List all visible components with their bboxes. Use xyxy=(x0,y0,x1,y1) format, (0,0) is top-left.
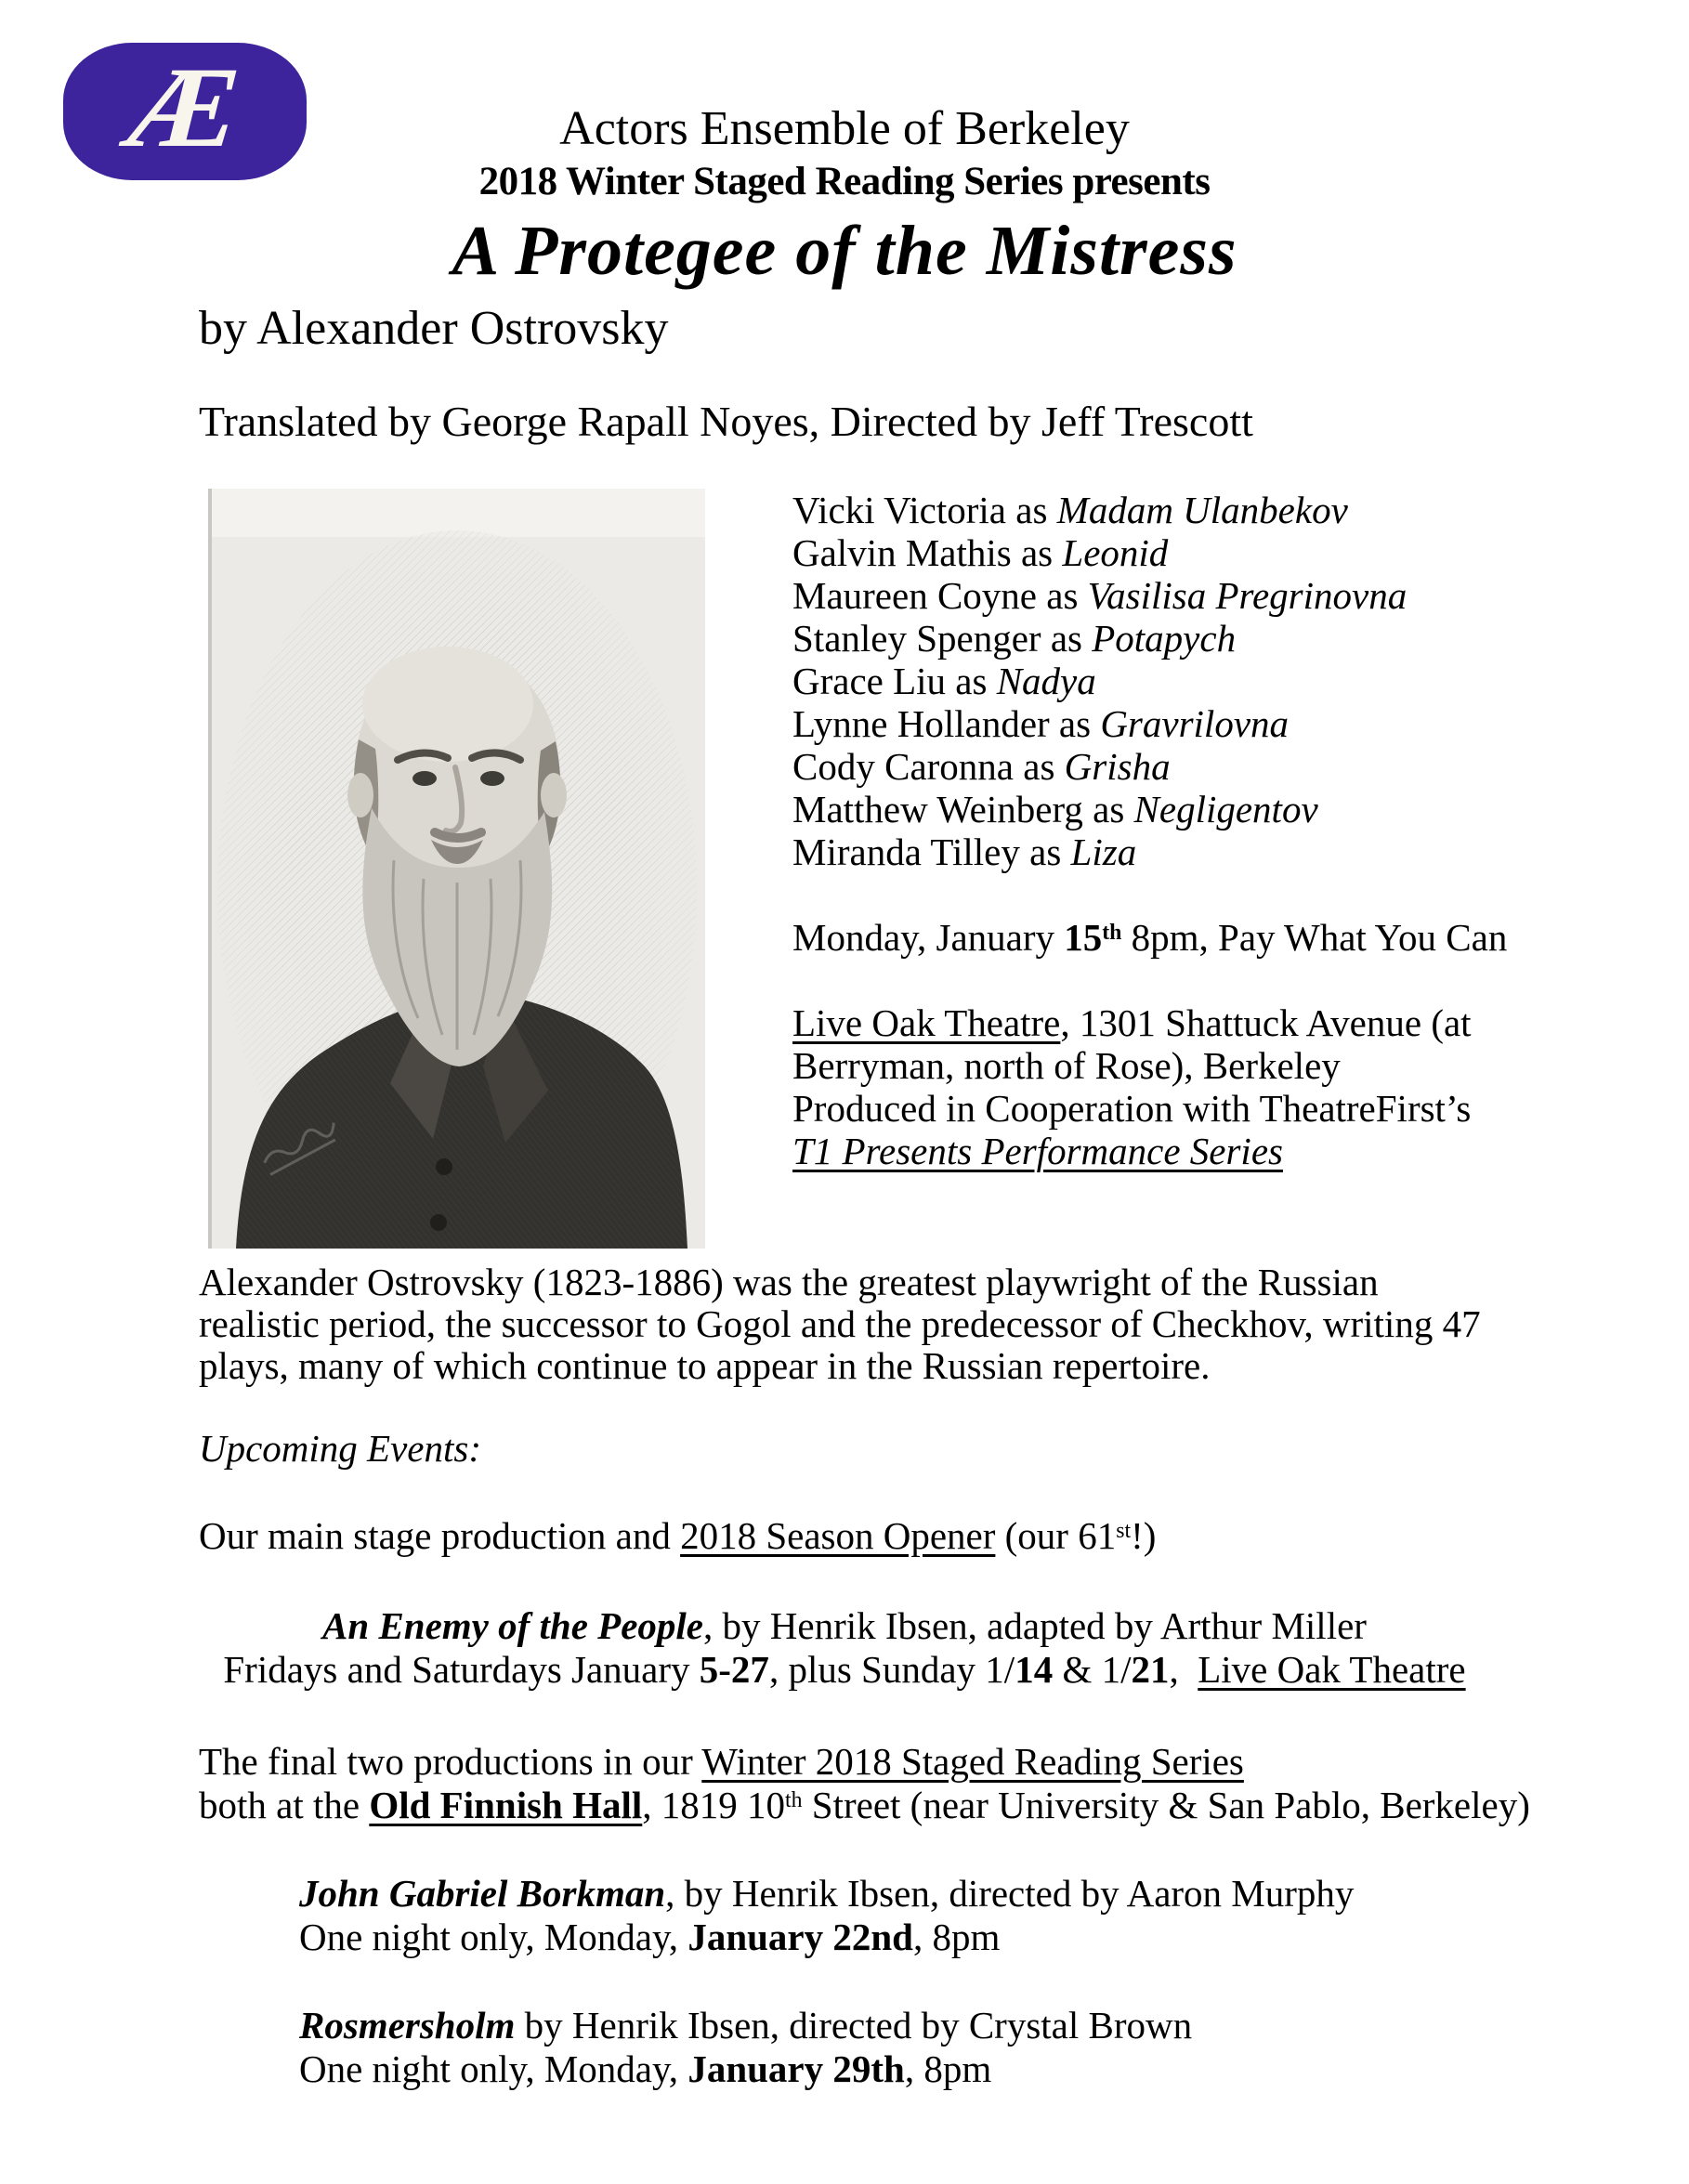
enemy-schedule-line: Fridays and Saturdays January 5-27, plus Sunday 1/14 & 1/21, Live Oak Theatre xyxy=(223,1647,1466,1691)
venue-address-line: Berryman, north of Rose), Berkeley xyxy=(792,1043,1341,1087)
enemy-of-the-people-block xyxy=(0,1604,1689,1692)
season-opener-link: 2018 Season Opener xyxy=(680,1513,996,1557)
cast-list xyxy=(792,489,1507,873)
cast-line: Galvin Mathis as Leonid xyxy=(792,530,1169,574)
old-finnish-hall-link: Old Finnish Hall xyxy=(369,1783,643,1826)
winter-series-link: Winter 2018 Staged Reading Series xyxy=(701,1739,1244,1783)
rosmersholm-block xyxy=(299,2004,1689,2091)
translator-director-credits: Translated by George Rapall Noyes, Directed by Jeff Trescott xyxy=(199,397,1253,445)
cast-line: Maureen Coyne as Vasilisa Pregrinovna xyxy=(792,573,1408,617)
coproduction-line: Produced in Cooperation with TheatreFirst’s xyxy=(792,1086,1472,1130)
ae-ligature-icon: Æ xyxy=(125,44,244,171)
final-productions-line: The final two productions in our Winter 2018 Staged Reading Series xyxy=(199,1739,1244,1783)
final-productions-block xyxy=(199,1740,1689,1827)
organization-name: Actors Ensemble of Berkeley xyxy=(559,102,1130,155)
cast-line: Miranda Tilley as Liza xyxy=(792,830,1137,873)
borkman-block xyxy=(299,1872,1689,1959)
season-opener-line: Our main stage production and 2018 Season Opener (our 61st!) xyxy=(199,1513,1157,1557)
t1-series-link: T1 Presents Performance Series xyxy=(792,1129,1283,1172)
performance-date-line: Monday, January 15th 8pm, Pay What You Can xyxy=(792,915,1508,959)
venue-block xyxy=(792,1001,1507,1172)
cast-line: Cody Caronna as Grisha xyxy=(792,744,1171,788)
cast-and-venue-column xyxy=(792,489,1507,1172)
borkman-date-line: One night only, Monday, January 22nd, 8pm xyxy=(299,1915,1001,1958)
borkman-title-line: John Gabriel Borkman, by Henrik Ibsen, directed by Aaron Murphy xyxy=(299,1871,1355,1915)
old-finnish-hall-line: both at the Old Finnish Hall, 1819 10th Street (near University & San Pablo, Berkeley) xyxy=(199,1783,1530,1826)
upcoming-events-heading: Upcoming Events: xyxy=(199,1426,481,1470)
cast-line: Grace Liu as Nadya xyxy=(792,659,1096,702)
series-presents-line: 2018 Winter Staged Reading Series presents xyxy=(478,160,1211,204)
portrait-and-cast-row xyxy=(208,489,1689,1249)
cast-line: Lynne Hollander as Gravrilovna xyxy=(792,701,1290,745)
rosmersholm-title-line: Rosmersholm by Henrik Ibsen, directed by Crystal Brown xyxy=(299,2003,1193,2047)
rosmersholm-date-line: One night only, Monday, January 29th, 8pm xyxy=(299,2047,992,2090)
play-title: A Protegee of the Mistress xyxy=(452,212,1237,291)
ostrovsky-portrait xyxy=(208,489,705,1249)
live-oak-theatre-link: Live Oak Theatre xyxy=(792,1000,1061,1044)
cast-line: Matthew Weinberg as Negligentov xyxy=(792,787,1318,830)
live-oak-theatre-link: Live Oak Theatre xyxy=(1198,1647,1466,1691)
playwright-byline: by Alexander Ostrovsky xyxy=(199,301,669,355)
enemy-title-line: An Enemy of the People, by Henrik Ibsen, adapted by Arthur Miller xyxy=(322,1603,1367,1647)
venue-address-line: Live Oak Theatre, 1301 Shattuck Avenue (at xyxy=(792,1000,1472,1044)
playwright-bio: Alexander Ostrovsky (1823-1886) was the greatest playwright of the Russian realistic period, the successor to Gogol and the predecessor of Checkhov, writing 47 plays, many of which continue to appear in the Russian repertoire. xyxy=(199,1260,1481,1387)
cast-line: Stanley Spenger as Potapych xyxy=(792,616,1237,660)
actors-ensemble-logo xyxy=(63,43,307,180)
cast-line: Vicki Victoria as Madam Ulanbekov xyxy=(792,488,1348,531)
